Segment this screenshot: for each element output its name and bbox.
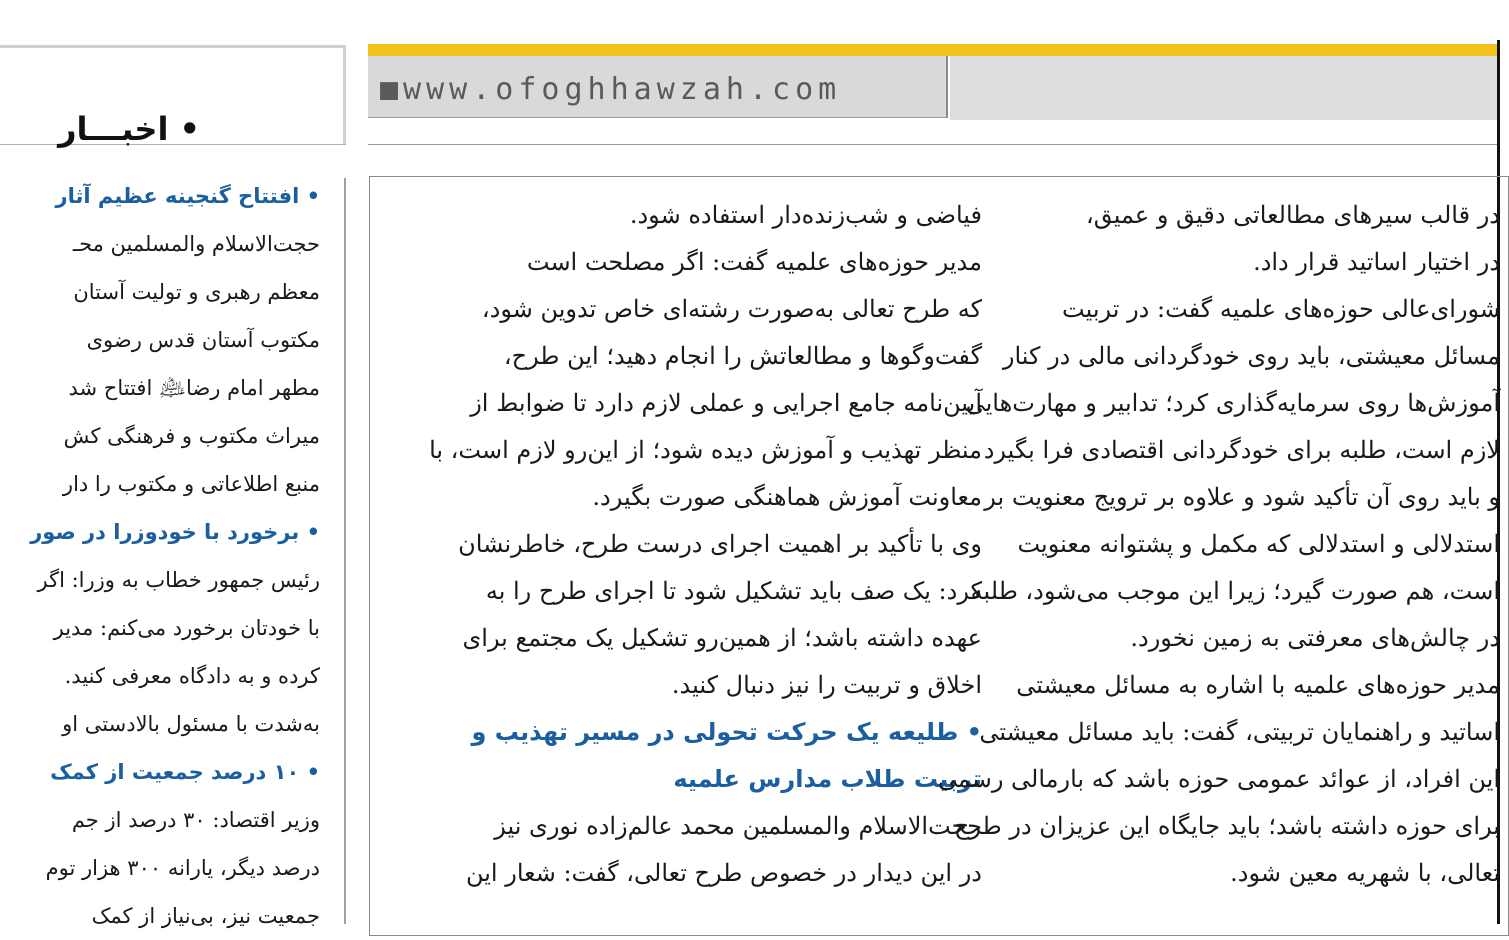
- news-text-line: جمعیت نیز، بی‌نیاز از کمک: [91, 904, 320, 928]
- article-line: منظر تهذیب و آموزش دیده شود؛ از این‌رو لازم است، با: [429, 436, 982, 464]
- article-line: برای حوزه داشته باشد؛ باید جایگاه این عزیزان در طرح: [953, 812, 1500, 840]
- news-section-title: • اخبـــار: [58, 110, 200, 148]
- news-text-line: درصد دیگر، یارانه ۳۰۰ هزار توم: [45, 856, 320, 880]
- article-line: در قالب سیرهای مطالعاتی دقیق و عمیق،: [1085, 201, 1500, 229]
- article-line: اخلاق و تربیت را نیز دنبال کنید.: [671, 671, 982, 699]
- article-line: شورای‌عالی حوزه‌های علمیه گفت: در تربیت: [1062, 295, 1500, 323]
- news-column-border: [344, 178, 346, 924]
- news-headline[interactable]: • برخورد با خودوزرا در صور: [30, 520, 320, 544]
- news-text-line: به‌شدت با مسئول بالادستی او: [62, 712, 320, 736]
- news-text-line: رئیس جمهور خطاب به وزرا: اگر: [37, 568, 320, 592]
- news-text-line: میراث مکتوب و فرهنگی کش: [63, 424, 320, 448]
- news-text-line: با خودتان برخورد می‌کنم: مدیر: [53, 616, 320, 640]
- article-line: مدیر حوزه‌های علمیه با اشاره به مسائل معیشتی: [1016, 671, 1500, 699]
- article-line: تعالی، با شهریه معین شود.: [1230, 859, 1500, 887]
- site-url[interactable]: ■www.ofoghhawzah.com: [380, 72, 842, 107]
- article-column-right: [937, 192, 1500, 897]
- article-line: معاونت آموزش هماهنگی صورت بگیرد.: [592, 483, 982, 511]
- article-line: در این دیدار در خصوص طرح تعالی، گفت: شعار این: [465, 859, 982, 887]
- news-headline[interactable]: • افتتاح گنجینه عظیم آثار: [55, 184, 320, 208]
- header-divider: [368, 144, 1500, 145]
- article-line: است، هم صورت گیرد؛ زیرا این موجب می‌شود، طلبه: [970, 577, 1500, 605]
- article-line: این افراد، از عوائد عمومی حوزه باشد که بارمالی رسمی: [937, 765, 1500, 793]
- news-text-line: مکتوب آستان قدس رضوی: [86, 328, 320, 352]
- article-line: و باید روی آن تأکید شود و علاوه بر ترویج معنویت بر: [984, 483, 1500, 511]
- news-frame-top: [0, 45, 346, 48]
- header-accent-bar: [368, 44, 1500, 56]
- article-line: حجت‌الاسلام والمسلمین محمد عالم‌زاده نوری نیز: [494, 812, 982, 840]
- article-line: در اختیار اساتید قرار داد.: [1253, 248, 1500, 276]
- article-line: که طرح تعالی به‌صورت رشته‌ای خاص تدوین شود،: [481, 295, 982, 323]
- article-line: کرد: یک صف باید تشکیل شود تا اجرای طرح را به: [485, 577, 982, 605]
- news-headline[interactable]: • ۱۰ درصد جمعیت از کمک: [50, 760, 320, 784]
- article-subheading: • طلیعه یک حرکت تحولی در مسیر تهذیب و: [471, 718, 982, 746]
- article-line: آموزش‌ها روی سرمایه‌گذاری کرد؛ تدابیر و مهارت‌هایی: [965, 389, 1500, 417]
- news-text-line: منبع اطلاعاتی و مکتوب را دار: [62, 472, 320, 496]
- news-text-line: کرده و به دادگاه معرفی کنید.: [64, 664, 320, 688]
- article-line: لازم است، طلبه برای خودگردانی اقتصادی فرا بگیرد: [983, 436, 1500, 464]
- article-line: آیین‌نامه جامع اجرایی و عملی لازم دارد تا ضوابط از: [470, 389, 982, 417]
- article-line: گفت‌وگوها و مطالعاتش را انجام دهید؛ این طرح،: [503, 342, 982, 370]
- news-text-line: مطهر امام رضا﵇ افتتاح شد: [68, 376, 320, 400]
- news-text-line: معظم رهبری و تولیت آستان: [73, 280, 320, 304]
- article-line: در چالش‌های معرفتی به زمین نخورد.: [1130, 624, 1500, 652]
- article-line: فیاضی و شب‌زنده‌دار استفاده شود.: [629, 201, 982, 229]
- article-line: اساتید و راهنمایان تربیتی، گفت: باید مسائل معیشتی: [979, 718, 1500, 746]
- article-line: وی با تأکید بر اهمیت اجرای درست طرح، خاطرنشان: [458, 530, 982, 558]
- news-text-line: وزیر اقتصاد: ۳۰ درصد از جم: [71, 808, 320, 832]
- article-line: عهده داشته باشد؛ از همین‌رو تشکیل یک مجتمع برای: [462, 624, 982, 652]
- news-frame-side: [343, 45, 346, 145]
- article-subheading: تربیت طلاب مدارس علمیه: [673, 765, 982, 793]
- header-gray-panel: [950, 56, 1500, 120]
- article-line: مسائل معیشتی، باید روی خودگردانی مالی در کنار: [1002, 342, 1500, 370]
- article-line: استدلالی و استدلالی که مکمل و پشتوانه معنویت: [1017, 530, 1500, 558]
- article-column-middle: [390, 192, 982, 897]
- news-text-line: حجت‌الاسلام والمسلمین محـ: [72, 232, 320, 256]
- article-line: مدیر حوزه‌های علمیه گفت: اگر مصلحت است: [526, 248, 982, 276]
